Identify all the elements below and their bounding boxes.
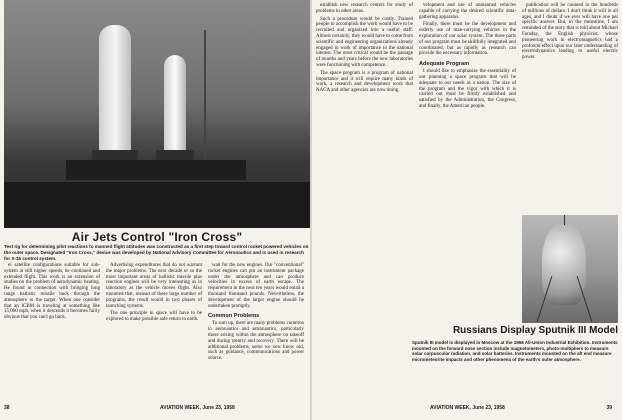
ground <box>4 182 310 228</box>
paragraph: velopment and use of unmanned vehicles capable of carrying the desired scientific data-gathering apparatus. <box>419 3 517 20</box>
publication-line: AVIATION WEEK, June 23, 1958 <box>430 405 505 411</box>
paragraph: publication will be counted in the hundreds of millions of dollars. I don't think it will in all ages, and I doubt if we ever will have one per specific answer. But, in the meantime, I am reminded of the story that is told about Michael Faraday, the English physicist, whose pioneering work in electromagnetics had a profound effect upon our later understanding of electrodynamics leading to useful electric power. <box>522 3 619 61</box>
publication-line: AVIATION WEEK, June 23, 1958 <box>160 405 235 411</box>
column-3 <box>522 3 618 213</box>
iron-cross-photo <box>4 0 310 228</box>
paragraph: The space program is a program of national importance and it will require many kinds of work, a research and development work that NACA and other agencies are now doing. <box>316 70 413 94</box>
photo-caption: Test rig for determining pilot reactions to manned flight attitudes was constructed as a first step toward control rocket powered vehicles on the outer space. Designated "Iron Cross," device was developed by National Advisory Committee for Aeronautics and is used in research for X-15 control system. <box>4 244 309 261</box>
paragraph: Such a procedure would be costly. Trained people to accomplish the work would have to be recruited and organized into a useful staff. Almost certainly, they would have to come from scientific and engineering organizations already engaged in work of importance to the national interest. The most critical would be the passage of months and years before the new laboratories were functioning with competence. <box>316 16 414 68</box>
column-1 <box>316 3 413 398</box>
right-page <box>312 0 622 420</box>
page-number: 39 <box>606 405 612 411</box>
paragraph: The one principle in space will have to be explored to make possible safe return to earth. <box>106 311 203 323</box>
paragraph: wait for the new engines. Our "conventional" rocket engines can put an instrument package under the atmosphere and can produce velocities in excess of earth escape. The requirement in the next ten years would entail a thousand thousand pounds. Nevertheless, the development of the larger engine should be undertaken promptly. <box>208 263 305 309</box>
paragraph: establish new research centers for study of problems in other areas. <box>316 3 413 14</box>
page-number: 38 <box>4 405 10 411</box>
subhead-adequate-program: Adequate Program <box>419 61 470 68</box>
column-2 <box>106 263 202 398</box>
column-3 <box>208 263 304 398</box>
paragraph: I should like to emphasize the essentiality of our planning a space program that will be adequate to our needs as a nation. The size of the program and the vigor with which it is carried out must be firmly established and satisfied by the Administration, the Congress, and finally, the American people. <box>419 69 517 109</box>
headline: Air Jets Control "Iron Cross" <box>71 230 243 244</box>
photo-caption: Sputnik III model is displayed in Moscow at the 1958 All-Union Industrial Exhibition. Instruments mounted on the forward nose section include magnetometers, photo-multipliers to measure solar corpuscular radiation, and solar batteries. Instruments mounted on the aft end measure micrometeorite impacts and other phenomena of the earth's outer atmosphere. <box>412 340 618 362</box>
left-page <box>0 0 310 420</box>
headline: Russians Display Sputnik III Model <box>452 325 618 336</box>
paragraph: To sum up, there are many problems common to aeronautics and astronautics, particularly those arising within the atmosphere on takeoff and during reentry and recovery. There will be additional problems, some we now know old, such as guidance, communications and power source. <box>208 321 305 362</box>
column-2 <box>419 3 516 398</box>
paragraph: Finally, there must be the development and orderly use of man-carrying vehicles in the exploration of our solar system. The three parts of our program must be skillfully integrated and coordinated, but as rapidly as research can provide the necessary information. <box>419 22 517 57</box>
fin-right <box>156 150 194 160</box>
body-columns <box>4 263 304 398</box>
sputnik-model <box>542 223 586 305</box>
antenna <box>564 215 565 225</box>
paragraph: Advertising expenditures that do not warrant the major problems. The next decade or so the most important areas of ballistic missile plus reaction engines will be very interesting as in laboratory as the vehicle moves flight. Also mounted that, instead of these large number of programs, the result would in two phases of launching systems. <box>106 263 203 309</box>
rig-pipes <box>204 30 306 180</box>
subhead-common-problems: Common Problems <box>208 313 260 320</box>
sputnik-photo <box>522 215 618 323</box>
column-1 <box>4 263 100 398</box>
test-cradle <box>66 160 246 180</box>
paragraph: el satellite configurations suitable for sub-system at still higher speeds, he continued and extended flight. This work is an extension of studies on the problem of aerodynamic heating. He found in connection with bringing long range ballistic missile back through the atmosphere to the target. When one consider that an ICBM is traveling at something like 15,000 mph, when it descends it becomes fairly obvious that you can't go back. <box>4 263 101 321</box>
body-columns <box>316 3 516 398</box>
